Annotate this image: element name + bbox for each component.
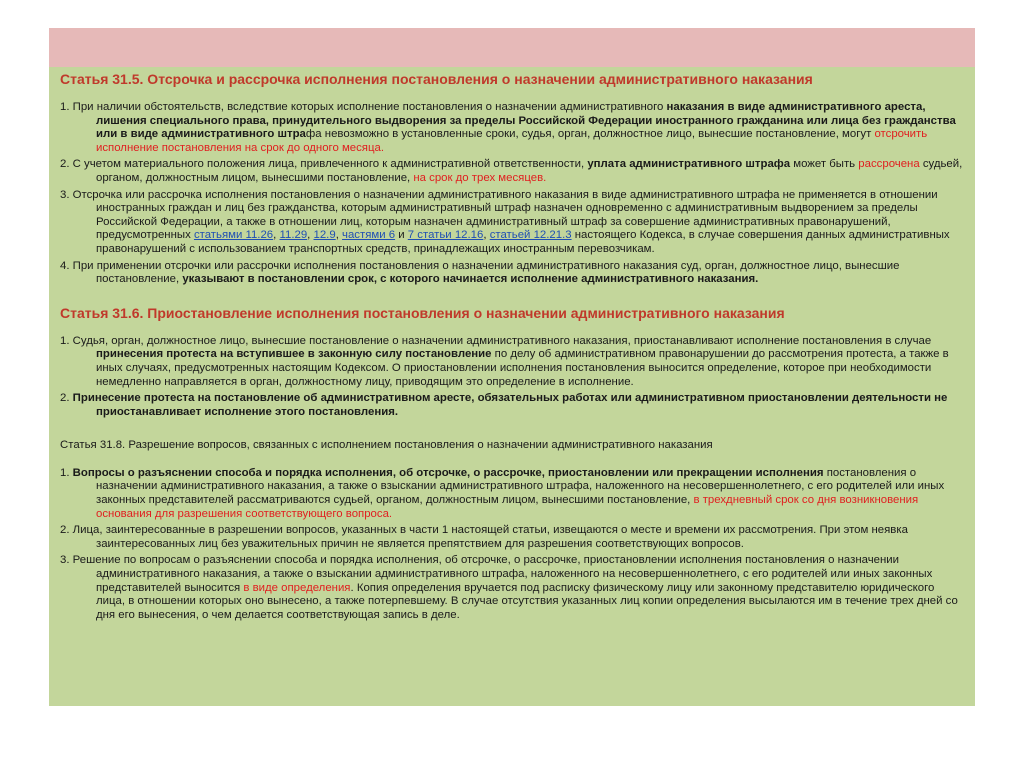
text: 1. При наличии обстоятельств, вследствие которых исполнение постановления о назначении административного [60, 101, 667, 113]
bold-text: указывают в постановлении срок, с которого начинается исполнение административного наказания. [182, 273, 759, 286]
article-31-8-part-3 [60, 554, 966, 622]
text: , [273, 229, 280, 242]
text: 2. Лица, заинтересованные в разрешении вопросов, указанных в части 1 настоящей статьи, извещаются о месте и времени их рассмотрения. При этом неявка заинтересованных лиц без уважительных причин не является препятствием для разрешения соответствующих вопросов. [60, 524, 908, 550]
article-31-6-part-1 [60, 335, 966, 389]
article-31-6-part-2 [60, 392, 966, 419]
link-12-9[interactable]: 12.9 [313, 229, 336, 242]
text: постановления о назначении административного наказания, а также о взыскании административного штрафа, наложенного на несовершеннолетнего, с его родителей или иных законных представителей рассматриваются судьей, органом, должностным лицом, вынесшими постановление, [96, 466, 945, 507]
text: . Копия определения вручается под расписку физическому лицу или законному представителю юридического лица, в отношении которых оно вынесено, а также потерпевшему. В случае отсутствия указанных лиц копии определения высылаются им в течение трех дней со дня его вынесения, о чем делается соответствующая запись в деле. [96, 581, 958, 621]
text: настоящего Кодекса, в случае совершения данных административных правонарушений с использованием транспортных средств, принадлежащих иностранным перевозчикам. [96, 229, 950, 255]
article-31-8-part-2 [60, 524, 966, 551]
text: и [395, 229, 408, 242]
link-11-29[interactable]: 11.29 [279, 229, 308, 242]
highlight-text: рассрочена [858, 158, 920, 171]
link-parts-6[interactable]: частями 6 [342, 229, 396, 242]
bold-text: наказания в виде административного ареста, лишения специального права, принудительного выдворения за пределы Российской Федерации иностранного гражданина или лица без гражданства или в виде административного штра [96, 101, 956, 141]
article-31-5-part-1 [60, 101, 966, 155]
highlight-text: в виде определения [243, 581, 351, 594]
link-article-12-16[interactable]: 7 статьи 12.16 [407, 229, 484, 242]
bold-text: Принесение протеста на постановление об административном аресте, обязательных работах или административном приостановлении деятельности не приостанавливает исполнение этого постановления. [72, 392, 948, 418]
highlight-text: отсрочить исполнение постановления на срок до одного месяца. [96, 128, 928, 154]
text: судьей, органом, должностным лицом, вынесшими постановление, [96, 158, 963, 184]
text: 3. Решение по вопросам о разъяснении способа и порядка исполнения, об отсрочке, о рассрочке, приостановлении исполнения постановления о назначении административного наказания, а также о взыскании административного штрафа, наложенного на несовершеннолетнего, с его родителей или иных законных представителей выносится [60, 554, 933, 594]
article-31-5-part-3 [60, 189, 966, 257]
bold-text: принесения протеста на вступившее в законную силу постановление [96, 348, 492, 361]
text: фа невозможно в установленные сроки, судья, орган, должностное лицо, вынесшие постановление, могут [305, 128, 875, 141]
text: 2. [60, 392, 73, 405]
text: , [483, 229, 490, 242]
text: 4. При применении отсрочки или рассрочки исполнения постановления о назначении административного наказания суд, орган, должностное лицо, вынесшие постановление, [60, 259, 900, 286]
highlight-text: в трехдневный срок со дня возникновения основания для разрешения соответствующего вопроса. [96, 494, 919, 520]
slide-title-bar [49, 28, 975, 67]
text: 1. [60, 466, 73, 479]
text: 2. С учетом материального положения лица, привлеченного к административной ответственности, [60, 158, 588, 171]
article-31-6-title: Статья 31.6. Приостановление исполнения постановления о назначении административного наказания [60, 304, 785, 321]
slide-background [49, 28, 975, 706]
link-article-11-26[interactable]: статьями 11.26 [193, 229, 274, 242]
bold-text: Вопросы о разъяснении способа и порядка исполнения, об отсрочке, о рассрочке, приостановлении или прекращении исполнения [72, 466, 824, 479]
article-31-5-part-4 [60, 260, 966, 287]
text: может быть [790, 158, 859, 171]
slide-content [60, 71, 966, 622]
article-31-8-title: Статья 31.8. Разрешение вопросов, связанных с исполнением постановления о назначении административного наказания [60, 439, 713, 452]
article-31-5-title: Статья 31.5. Отсрочка и рассрочка исполнения постановления о назначении административного наказания [60, 71, 813, 87]
article-31-8-part-1 [60, 467, 966, 521]
bold-text: уплата административного штрафа [587, 158, 791, 171]
highlight-text: на срок до трех месяцев. [413, 171, 547, 184]
text: , [307, 229, 314, 242]
article-31-5-part-2 [60, 158, 966, 185]
text: по делу об административном правонарушении до рассмотрения протеста, а также в иных случаях, предусмотренных настоящим Кодексом. О приостановлении исполнения постановления выносится определение, которое при необходимости немедленно направляется в орган, должностному лицу, приводящим это определение в исполнение. [96, 348, 949, 388]
text: 3. Отсрочка или рассрочка исполнения постановления о назначении административного наказания в виде административного штрафа не применяется в отношении иностранных граждан и лиц без гражданства, которым административный штраф назначен одновременно с административным выдворением за пределы Российской Федерации, а также в отношении лиц, которым назначен административный штраф за совершение административных правонарушений, предусмотренных [60, 188, 938, 242]
text: , [335, 229, 343, 242]
text: 1. Судья, орган, должностное лицо, вынесшие постановление о назначении административного наказания, приостанавливают исполнение постановления в случае [60, 334, 932, 347]
link-article-12-21-3[interactable]: статьей 12.21.3 [489, 229, 572, 242]
